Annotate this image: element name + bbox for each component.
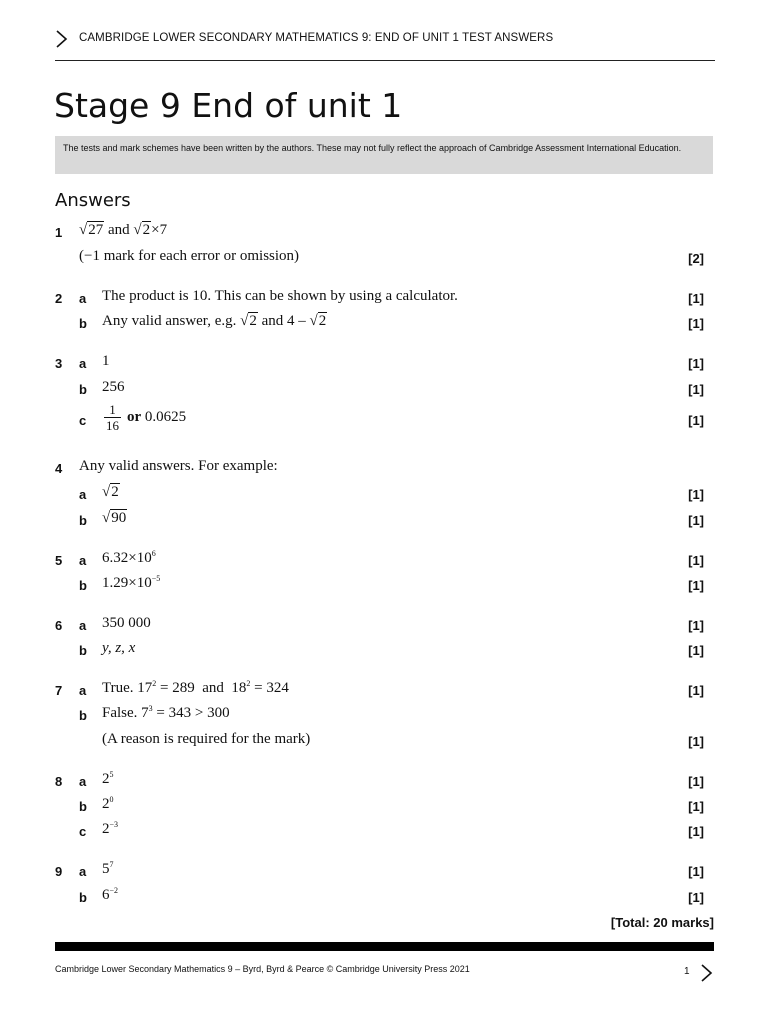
- part-letter: a: [79, 864, 87, 879]
- answer-text: [102, 821, 118, 838]
- mark-value: [1]: [688, 734, 704, 749]
- answer-word: or: [127, 408, 142, 425]
- decimal-value: 0.0625: [144, 408, 187, 425]
- answer-word: and: [261, 313, 284, 329]
- part-letter: a: [79, 618, 87, 633]
- mark-value: [1]: [688, 487, 704, 502]
- numerator: 1: [104, 402, 121, 418]
- part-letter: b: [79, 799, 87, 814]
- fraction: [104, 402, 121, 433]
- question-number: 8: [55, 774, 63, 789]
- answer-text: [102, 771, 114, 788]
- part-letter: a: [79, 774, 87, 789]
- answer-row-5a: [55, 550, 715, 572]
- mark-value: [1]: [688, 643, 704, 658]
- mark-value: [1]: [688, 413, 704, 428]
- mark-value: [1]: [688, 890, 704, 905]
- answer-row-4: [55, 458, 715, 480]
- chevron-right-icon: [55, 30, 68, 48]
- exponent: −3: [109, 820, 119, 829]
- answer-text: √2: [102, 484, 119, 500]
- question-number: 7: [55, 683, 63, 698]
- answer-row-8c: [55, 821, 715, 843]
- radicand: 2: [111, 484, 119, 500]
- answer-text: (A reason is required for the mark): [102, 731, 311, 747]
- answer-base: 2: [102, 821, 110, 837]
- answer-text: √90: [102, 510, 127, 526]
- part-letter: a: [79, 356, 87, 371]
- answer-row-3b: [55, 379, 715, 401]
- exponent: 3: [148, 704, 153, 713]
- mark-value: [1]: [688, 316, 704, 331]
- answer-row-4a: [55, 484, 715, 506]
- answer-row-1-note: [55, 248, 715, 270]
- answer-base: 1.29×10: [102, 575, 152, 591]
- exponent: 2: [152, 679, 157, 688]
- mark-value: [1]: [688, 553, 704, 568]
- part-letter: a: [79, 553, 87, 568]
- part-letter: b: [79, 382, 87, 397]
- mark-value: [1]: [688, 824, 704, 839]
- part-letter: a: [79, 291, 87, 306]
- part-letter: b: [79, 708, 87, 723]
- answer-row-2a: [55, 288, 715, 310]
- answer-row-5b: [55, 575, 715, 597]
- answer-row-2b: [55, 313, 715, 335]
- answer-text: Any valid answer, e.g. √2 and 4 – √2: [102, 313, 327, 329]
- answer-multiplier: ×7: [151, 222, 168, 238]
- answer-word: and: [107, 222, 130, 238]
- answer-row-3c: [55, 402, 715, 433]
- answer-text: [102, 861, 114, 878]
- question-number: 2: [55, 291, 63, 306]
- mark-value: [2]: [688, 251, 704, 266]
- answer-text: (−1 mark for each error or omission): [79, 248, 300, 264]
- footer-copyright: Cambridge Lower Secondary Mathematics 9 – Byrd, Byrd & Pearce © Cambridge University Press 2021: [55, 964, 470, 974]
- answer-phrase: = 289 and 18: [156, 680, 247, 696]
- part-letter: b: [79, 643, 87, 658]
- question-number: 3: [55, 356, 63, 371]
- radicand: 90: [111, 510, 127, 526]
- mark-value: [1]: [688, 618, 704, 633]
- answer-base: 2: [102, 796, 110, 812]
- mark-value: [1]: [688, 578, 704, 593]
- mark-value: [1]: [688, 513, 704, 528]
- answer-phrase: Any valid answer, e.g.: [102, 313, 237, 329]
- radicand: 2: [142, 222, 151, 238]
- header-title: CAMBRIDGE LOWER SECONDARY MATHEMATICS 9: END OF UNIT 1 TEST ANSWERS: [79, 32, 554, 44]
- mark-value: [1]: [688, 774, 704, 789]
- disclaimer-note: The tests and mark schemes have been written by the authors. These may not fully reflect the approach of Cambridge Assessment International Education.: [55, 136, 713, 174]
- answer-row-6a: [55, 615, 715, 637]
- part-letter: c: [79, 824, 87, 839]
- question-number: 1: [55, 225, 63, 240]
- answer-text: 350 000: [102, 615, 151, 631]
- mark-value: [1]: [688, 382, 704, 397]
- answer-text: The product is 10. This can be shown by using a calculator.: [102, 288, 458, 304]
- answer-text: [102, 550, 156, 567]
- part-letter: b: [79, 513, 87, 528]
- question-number: 5: [55, 553, 63, 568]
- exponent: −2: [109, 886, 119, 895]
- part-letter: b: [79, 890, 87, 905]
- answer-row-9a: [55, 861, 715, 883]
- mark-value: [1]: [688, 864, 704, 879]
- mark-value: [1]: [688, 356, 704, 371]
- answer-text: [102, 575, 160, 592]
- answer-phrase: True. 17: [102, 680, 153, 696]
- answer-row-7a: [55, 680, 715, 702]
- part-letter: c: [79, 413, 87, 428]
- mark-value: [1]: [688, 291, 704, 306]
- answer-row-4b: [55, 510, 715, 532]
- answer-phrase: False. 7: [102, 705, 149, 721]
- page-number: 1: [684, 966, 690, 977]
- denominator: 16: [106, 418, 119, 433]
- answer-phrase: = 343 > 300: [152, 705, 230, 721]
- question-number: 4: [55, 461, 63, 476]
- answer-base: 5: [102, 861, 110, 877]
- radicand: 27: [88, 222, 104, 238]
- exponent: 6: [151, 549, 156, 558]
- answer-text: Any valid answers. For example:: [79, 458, 278, 474]
- total-marks: [Total: 20 marks]: [610, 915, 714, 930]
- answer-text: 1: [102, 353, 110, 369]
- footer-bar: [55, 942, 714, 951]
- answer-row-7b: [55, 705, 715, 727]
- answer-text: y, z, x: [102, 640, 136, 656]
- answers-heading: Answers: [55, 190, 131, 211]
- answer-text: [102, 680, 289, 697]
- part-letter: b: [79, 578, 87, 593]
- answer-row-8a: [55, 771, 715, 793]
- page-title: Stage 9 End of unit 1: [54, 86, 403, 125]
- question-number: 9: [55, 864, 63, 879]
- part-letter: a: [79, 683, 87, 698]
- answer-text: [102, 402, 186, 433]
- radicand: 2: [318, 313, 327, 329]
- answer-row-8b: [55, 796, 715, 818]
- question-number: 6: [55, 618, 63, 633]
- exponent: −5: [151, 574, 161, 583]
- exponent: 5: [109, 770, 114, 779]
- answer-row-3a: [55, 353, 715, 375]
- answer-row-1: [55, 222, 715, 244]
- answer-phrase: = 324: [250, 680, 289, 696]
- radicand: 2: [249, 313, 257, 329]
- next-page-chevron-icon[interactable]: [700, 964, 713, 982]
- answer-base: 2: [102, 771, 110, 787]
- answer-text: 256: [102, 379, 125, 395]
- part-letter: b: [79, 316, 87, 331]
- answer-term: 4 –: [287, 313, 306, 329]
- answer-base: 6: [102, 887, 110, 903]
- part-letter: a: [79, 487, 87, 502]
- answer-row-6b: [55, 640, 715, 662]
- exponent: 7: [109, 860, 114, 869]
- mark-value: [1]: [688, 683, 704, 698]
- exponent: 2: [246, 679, 251, 688]
- exponent: 0: [109, 795, 114, 804]
- answer-text: [102, 887, 118, 904]
- answer-row-9b: [55, 887, 715, 909]
- answer-text: [102, 796, 114, 813]
- answer-text: [102, 705, 230, 722]
- answer-text: √27 and √2×7: [79, 222, 168, 238]
- mark-value: [1]: [688, 799, 704, 814]
- answer-base: 6.32×10: [102, 550, 152, 566]
- answer-row-7b-reason: [55, 731, 715, 753]
- page-header: [55, 28, 715, 61]
